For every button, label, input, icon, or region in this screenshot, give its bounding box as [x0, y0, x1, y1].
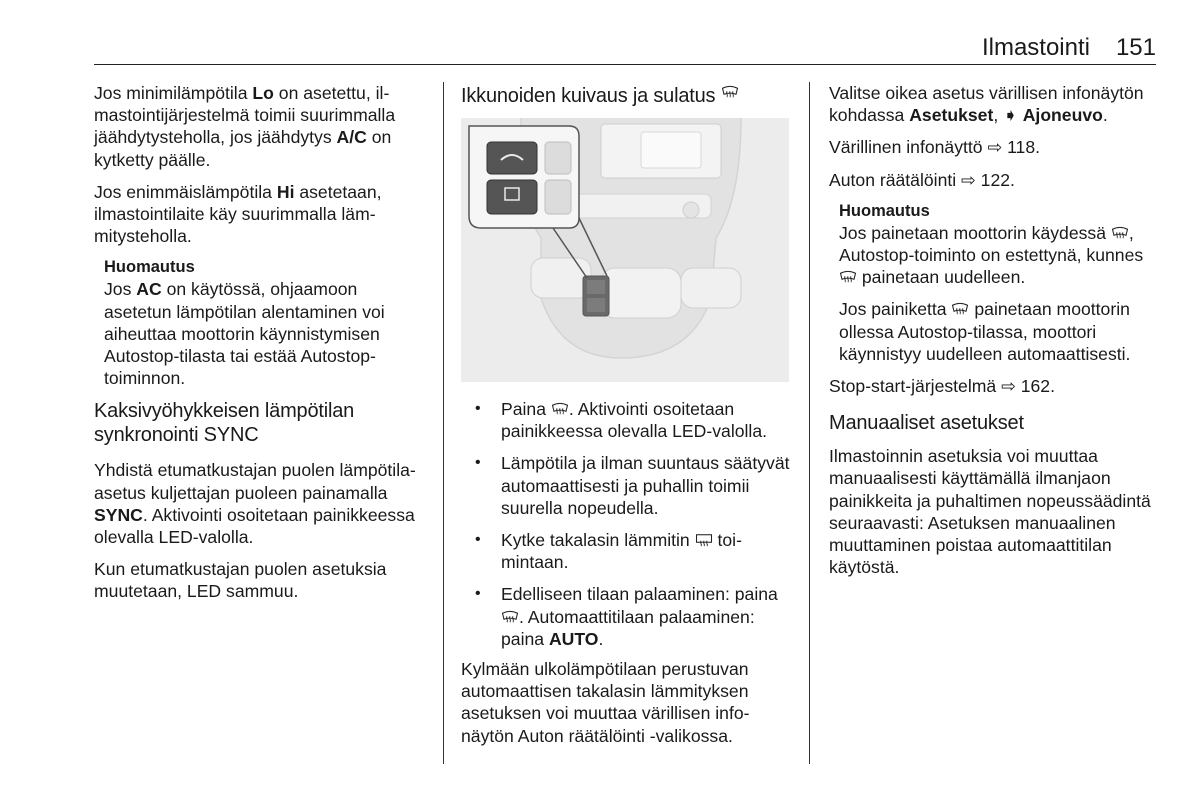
section-title: Ilmastointi	[981, 34, 1090, 61]
text: Jos minimilämpötila	[94, 83, 253, 103]
bullet: •	[475, 400, 481, 417]
section-heading-sync: Kaksivyöhykkeisen lämpötilan synkronointi SYNC	[94, 400, 355, 447]
paragraph-hi	[94, 181, 424, 248]
bullet: •	[475, 531, 481, 549]
climate-control-figure	[461, 118, 789, 382]
text: Jos painiketta	[839, 299, 952, 320]
paragraph-settings-path	[829, 82, 1159, 126]
keyword-hi: Hi	[276, 181, 295, 202]
column-1	[94, 82, 424, 613]
text: Jos painetaan moottorin käydessä	[839, 222, 1111, 243]
text: Valitse oikea asetus värillisen infonäytön kohdassa	[829, 83, 1144, 126]
keyword-asetukset: Asetukset	[909, 105, 994, 126]
heading-text: Ikkunoiden kuivaus ja sulatus	[461, 85, 716, 107]
windscreen-defrost-icon	[951, 302, 969, 316]
dashboard-illustration	[461, 118, 789, 382]
bullet: •	[475, 585, 481, 603]
note-text-1	[839, 222, 1159, 289]
windscreen-defrost-icon	[1111, 226, 1129, 240]
reference-stop-start: Stop-start-järjestelmä ⇨ 162.	[829, 376, 1055, 397]
paragraph-sync	[94, 459, 424, 548]
text: . Aktivointi osoitetaan painikkeessa olevalla LED-valolla.	[94, 504, 415, 548]
windscreen-defrost-icon	[839, 270, 857, 284]
text: Edelliseen tilaan palaaminen: paina	[501, 584, 778, 605]
bullet: •	[475, 454, 481, 472]
text: asetetaan, ilmastointilaite käy suurimmalla lämmitysteholla.	[94, 181, 382, 247]
keyword-lo: Lo	[252, 83, 274, 103]
windscreen-defrost-icon	[721, 85, 745, 103]
note-text-2	[839, 298, 1159, 365]
keyword-ajoneuvo: Ajoneuvo	[1022, 105, 1103, 126]
text: , Autostop-toiminto on estettynä, kunnes	[839, 222, 1144, 266]
windscreen-defrost-icon	[551, 402, 569, 416]
note-box	[94, 257, 424, 389]
text: on kytketty päälle.	[94, 127, 392, 170]
column-divider-1	[443, 82, 444, 764]
text: on käytössä, ohjaamoon asetetun lämpötilan alentaminen voi aiheuttaa moottorin käynnistymisen Autostop-tilasta tai estää Autostoptoiminnon.	[104, 279, 385, 389]
text: Paina	[501, 399, 551, 419]
text: . Aktivointi osoitetaan painikkeessa olevalla LED-valolla.	[501, 399, 768, 442]
paragraph-rear-heater-auto: Kylmään ulkolämpötilaan perustuvan automaattisen takalasin lämmityksen asetuksen voi muuttaa värillisen infonäytön Auton räätälöinti -valikossa.	[461, 659, 750, 746]
reference-color-info-display: Värillinen infonäyttö ⇨ 118.	[829, 137, 1041, 158]
paragraph-lo	[94, 82, 424, 171]
text: Jos enimmäislämpötila	[94, 181, 277, 202]
keyword-auto: AUTO	[548, 628, 599, 649]
note-title: Huomautus	[839, 201, 930, 220]
list-item	[461, 398, 791, 442]
text: . Automaattitilaan palaaminen: paina	[501, 606, 755, 649]
header-rule	[94, 64, 1156, 65]
column-2	[461, 82, 791, 757]
text: Yhdistä etumatkustajan puolen lämpötila-asetus kuljettajan puoleen painamalla	[94, 460, 416, 503]
section-heading-defrost	[461, 84, 791, 108]
column-3	[829, 82, 1159, 588]
text: Kytke takalasin lämmitin	[501, 530, 695, 551]
paragraph-led: Kun etumatkustajan puolen asetuksia muutetaan, LED sammuu.	[94, 559, 387, 602]
note-box	[829, 201, 1159, 365]
reference-vehicle-personalisation: Auton räätälöinti ⇨ 122.	[829, 169, 1015, 190]
text: painetaan uudelleen.	[857, 267, 1026, 288]
list-item	[461, 452, 791, 519]
list-item	[461, 529, 791, 573]
page-number: 151	[1115, 34, 1156, 61]
text: .	[598, 628, 604, 649]
defrost-bullet-list	[461, 398, 791, 650]
text: , ➧	[993, 105, 1023, 126]
windscreen-defrost-icon	[501, 610, 519, 624]
text: .	[1102, 105, 1108, 126]
text: Jos	[104, 279, 137, 300]
text: toimintaan.	[501, 530, 742, 573]
text: on asetettu, ilmastointijärjestelmä toimii suurimmalla jäähdytysteholla, jos jäähdytys	[94, 83, 396, 148]
column-divider-2	[809, 82, 810, 764]
note-text	[104, 278, 424, 389]
paragraph-manual-settings: Ilmastoinnin asetuksia voi muuttaa manuaalisesti käyttämällä ilmanjaon painikkeita ja puhaltimen nopeussäädintä seuraavasti: Asetuksen manuaalinen muuttaminen poistaa automaattitilan käytöstä.	[829, 446, 1151, 578]
note-title: Huomautus	[104, 258, 195, 277]
text: Lämpötila ja ilman suuntaus säätyvät automaattisesti ja puhallin toimii suurella nopeudella.	[501, 453, 790, 518]
rear-window-heater-icon	[695, 533, 713, 547]
keyword-sync: SYNC	[94, 504, 143, 525]
text: painetaan moottorin ollessa Autostop-tilassa, moottori käynnistyy uudelleen automaattisesti.	[839, 299, 1131, 364]
section-heading-manual: Manuaaliset asetukset	[829, 412, 1024, 435]
list-item	[461, 583, 791, 650]
keyword-ac: AC	[136, 279, 162, 300]
keyword-ac: A/C	[336, 127, 367, 148]
